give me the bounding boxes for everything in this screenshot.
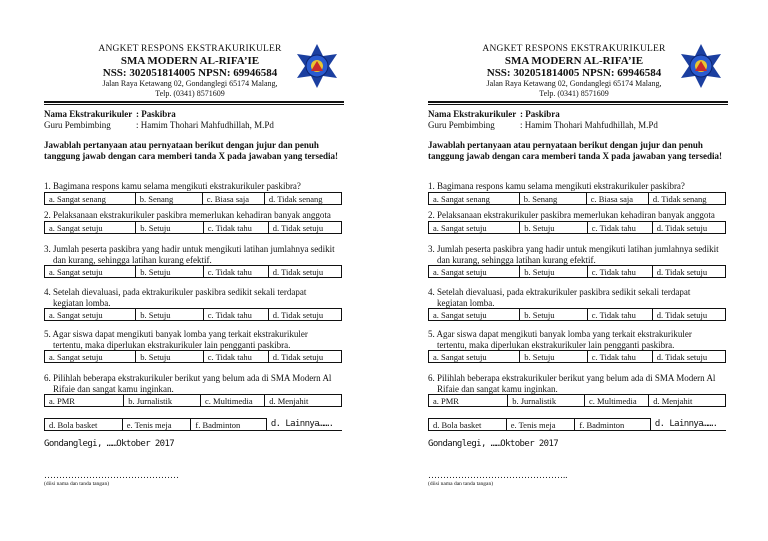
letterhead <box>44 44 336 98</box>
date-text: Gondanglegi, ……Oktober 2017 <box>44 439 175 449</box>
answer-options <box>428 192 726 205</box>
answer-option[interactable]: c. Tidak tahu <box>203 266 268 278</box>
answer-option[interactable]: a. Sangat setuju <box>429 266 520 278</box>
letterhead-rule-thin <box>44 104 344 105</box>
instruction-text: Jawablah pertanyaan atau pernyataan berikut dengan jujur dan penuh tanggung jawab dengan cara memberi tanda X pada jawaban yang tersedia! <box>44 140 339 161</box>
question-5 <box>428 329 728 350</box>
question-4 <box>428 287 728 308</box>
answer-option[interactable]: a. Sangat setuju <box>45 266 136 278</box>
answer-option[interactable]: c. Tidak tahu <box>587 309 652 321</box>
question-text-cont: tertentu, maka diperlukan ekstrakurikuler lain pengganti paskibra. <box>53 339 291 350</box>
answer-option[interactable]: b. Jurnalistik <box>124 395 201 407</box>
answer-options <box>428 350 726 363</box>
date-line <box>428 438 558 449</box>
question-text: 3. Jumlah peserta paskibra yang hadir untuk mengikuti latihan jumlahnya sedikit <box>44 244 335 254</box>
answer-option[interactable]: c. Tidak tahu <box>587 266 652 278</box>
question-text-cont: kegiatan lomba. <box>437 297 495 308</box>
answer-option[interactable]: e. Tenis meja <box>506 419 575 431</box>
question-text: 2. Pelaksanaan ekstrakurikuler paskibra memerlukan kehadiran banyak anggota <box>44 210 331 220</box>
answer-option[interactable]: a. PMR <box>429 395 508 407</box>
instruction-text: Jawablah pertanyaan atau pernyataan berikut dengan jujur dan penuh tanggung jawab dengan cara memberi tanda X pada jawaban yang tersedia! <box>428 140 723 161</box>
answer-option[interactable]: b. Setuju <box>520 266 587 278</box>
question-6 <box>428 373 728 394</box>
answer-option[interactable]: a. Sangat senang <box>429 193 520 205</box>
school-logo-icon <box>678 43 724 89</box>
answer-option[interactable]: f. Badminton <box>575 419 650 431</box>
answer-option[interactable]: c. Multimedia <box>201 395 265 407</box>
answer-option[interactable]: a. Sangat setuju <box>429 309 520 321</box>
answer-option[interactable]: d. Menjahit <box>265 395 342 407</box>
answer-option[interactable]: d. Tidak setuju <box>652 222 725 234</box>
answer-options <box>44 308 342 321</box>
question-text-cont: Rifaie dan sangat kamu inginkan. <box>437 383 558 394</box>
school-ids: NSS: 302051814005 NPSN: 69946584 <box>486 67 662 79</box>
teacher-label: Guru Pembimbing <box>428 119 495 130</box>
answer-option[interactable]: d. Bola basket <box>45 419 123 431</box>
answer-option[interactable]: d. Tidak senang <box>648 193 725 205</box>
question-text: 6. Pilihlah beberapa ekstrakurikuler berikut yang belum ada di SMA Modern Al <box>44 373 332 383</box>
answer-options <box>428 394 726 407</box>
answer-option[interactable]: d. Tidak setuju <box>652 309 725 321</box>
form-title: ANGKET RESPONS EKSTRAKURIKULER <box>482 44 666 54</box>
answer-option[interactable]: d. Menjahit <box>649 395 726 407</box>
answer-option[interactable]: b. Setuju <box>136 222 203 234</box>
answer-options <box>428 265 726 278</box>
answer-option[interactable]: c. Tidak tahu <box>203 222 268 234</box>
answer-option[interactable]: d. Bola basket <box>429 419 507 431</box>
answer-option[interactable]: b. Senang <box>135 193 202 205</box>
question-text: 5. Agar siswa dapat mengikuti banyak lomba yang terkait ekstrakurikuler <box>428 329 692 339</box>
answer-option[interactable]: b. Setuju <box>136 309 203 321</box>
answer-option[interactable]: b. Setuju <box>520 351 587 363</box>
question-2 <box>428 210 728 221</box>
activity-value: : Paskibra <box>136 109 176 119</box>
question-text: 6. Pilihlah beberapa ekstrakurikuler berikut yang belum ada di SMA Modern Al <box>428 373 716 383</box>
answer-option[interactable]: a. Sangat setuju <box>45 222 136 234</box>
letterhead <box>428 44 720 98</box>
answer-options <box>44 221 342 234</box>
questionnaire-page <box>384 0 768 541</box>
answer-option[interactable]: d. Tidak setuju <box>652 351 725 363</box>
answer-options <box>44 350 342 363</box>
school-logo-icon <box>294 43 340 89</box>
answer-option[interactable]: c. Tidak tahu <box>587 222 652 234</box>
question-3 <box>428 244 728 265</box>
question-4 <box>44 287 344 308</box>
answer-option[interactable]: b. Jurnalistik <box>508 395 585 407</box>
answer-option[interactable]: d. Tidak setuju <box>268 309 341 321</box>
teacher-value: : Hamim Thohari Mahfudhillah, M.Pd <box>520 119 658 130</box>
question-text-cont: Rifaie dan sangat kamu inginkan. <box>53 383 174 394</box>
answer-option[interactable]: a. PMR <box>45 395 124 407</box>
question-text-cont: tertentu, maka diperlukan ekstrakurikuler lain pengganti paskibra. <box>437 339 675 350</box>
answer-option[interactable]: a. Sangat setuju <box>429 222 520 234</box>
date-line <box>44 438 174 449</box>
letterhead-rule <box>428 101 728 103</box>
answer-option[interactable]: c. Biasa saja <box>202 193 264 205</box>
answer-option[interactable]: b. Setuju <box>136 351 203 363</box>
answer-options <box>44 394 342 407</box>
answer-options <box>44 265 342 278</box>
answer-options <box>428 221 726 234</box>
answer-option[interactable]: c. Tidak tahu <box>203 351 268 363</box>
signature-note: (diisi nama dan tanda tangan) <box>44 481 110 487</box>
answer-option[interactable]: b. Setuju <box>136 266 203 278</box>
school-address: Jalan Raya Ketawang 02, Gondanglegi 65174 Malang, <box>102 79 278 88</box>
answer-option[interactable]: d. Tidak setuju <box>268 351 341 363</box>
question-text: 4. Setelah dievaluasi, pada ektrakurikuler paskibra sedikit sekali terdapat <box>44 287 307 297</box>
question-1 <box>44 181 344 192</box>
answer-option[interactable]: d. Tidak setuju <box>652 266 725 278</box>
signature-note: (diisi nama dan tanda tangan) <box>428 481 494 487</box>
school-phone: Telp. (0341) 8571609 <box>539 88 609 98</box>
answer-option[interactable]: d. Tidak setuju <box>268 266 341 278</box>
answer-option[interactable]: f. Badminton <box>191 419 266 431</box>
school-name: SMA MODERN AL-RIFA’IE <box>504 55 644 67</box>
school-name: SMA MODERN AL-RIFA’IE <box>120 55 260 67</box>
question-3 <box>44 244 344 265</box>
teacher-value: : Hamim Thohari Mahfudhillah, M.Pd <box>136 119 274 130</box>
answer-options-extra <box>44 418 342 431</box>
school-phone: Telp. (0341) 8571609 <box>155 88 225 98</box>
teacher-label: Guru Pembimbing <box>44 119 111 130</box>
answer-option[interactable]: d. Lainnya……. <box>266 419 342 431</box>
answer-option[interactable]: a. Sangat setuju <box>45 351 136 363</box>
question-text: 1. Bagimana respons kamu selama mengikuti ekstrakurikuler paskibra? <box>44 181 301 191</box>
question-text: 1. Bagimana respons kamu selama mengikuti ekstrakurikuler paskibra? <box>428 181 685 191</box>
activity-label: Nama Ekstrakurikuler <box>428 109 517 119</box>
answer-option[interactable]: c. Biasa saja <box>586 193 648 205</box>
answer-options <box>428 308 726 321</box>
school-ids: NSS: 302051814005 NPSN: 69946584 <box>102 67 278 79</box>
answer-options-extra <box>428 418 726 431</box>
question-text-cont: dan kurang, sehingga latihan kurang efektif. <box>437 254 596 265</box>
answer-option[interactable]: a. Sangat senang <box>45 193 136 205</box>
answer-option[interactable]: a. Sangat setuju <box>45 309 136 321</box>
question-text: 4. Setelah dievaluasi, pada ektrakurikuler paskibra sedikit sekali terdapat <box>428 287 691 297</box>
activity-info <box>44 109 344 130</box>
question-text-cont: kegiatan lomba. <box>53 297 111 308</box>
answer-option[interactable]: c. Multimedia <box>585 395 649 407</box>
answer-option[interactable]: e. Tenis meja <box>122 419 191 431</box>
question-text: 2. Pelaksanaan ekstrakurikuler paskibra memerlukan kehadiran banyak anggota <box>428 210 715 220</box>
letterhead-rule <box>44 101 344 103</box>
answer-options <box>44 192 342 205</box>
activity-label: Nama Ekstrakurikuler <box>44 109 133 119</box>
date-text: Gondanglegi, ……Oktober 2017 <box>428 439 559 449</box>
signature-line: ……………………………………… <box>44 470 179 480</box>
answer-option[interactable]: a. Sangat setuju <box>429 351 520 363</box>
question-text: 5. Agar siswa dapat mengikuti banyak lomba yang terkait ekstrakurikuler <box>44 329 308 339</box>
answer-option[interactable]: d. Lainnya……. <box>650 419 726 431</box>
activity-value: : Paskibra <box>520 109 560 119</box>
answer-option[interactable]: b. Setuju <box>520 309 587 321</box>
form-title: ANGKET RESPONS EKSTRAKURIKULER <box>98 44 282 54</box>
question-text-cont: dan kurang, sehingga latihan kurang efektif. <box>53 254 212 265</box>
answer-option[interactable]: c. Tidak tahu <box>203 309 268 321</box>
letterhead-rule-thin <box>428 104 728 105</box>
signature-line: ……………………………………….. <box>428 470 568 480</box>
question-2 <box>44 210 344 221</box>
question-text: 3. Jumlah peserta paskibra yang hadir untuk mengikuti latihan jumlahnya sedikit <box>428 244 719 254</box>
answer-option[interactable]: b. Senang <box>519 193 586 205</box>
answer-option[interactable]: d. Tidak setuju <box>268 222 341 234</box>
question-5 <box>44 329 344 350</box>
answer-option[interactable]: b. Setuju <box>520 222 587 234</box>
school-address: Jalan Raya Ketawang 02, Gondanglegi 65174 Malang, <box>486 79 662 88</box>
activity-info <box>428 109 728 130</box>
answer-option[interactable]: d. Tidak senang <box>264 193 341 205</box>
answer-option[interactable]: c. Tidak tahu <box>587 351 652 363</box>
question-6 <box>44 373 344 394</box>
question-1 <box>428 181 728 192</box>
